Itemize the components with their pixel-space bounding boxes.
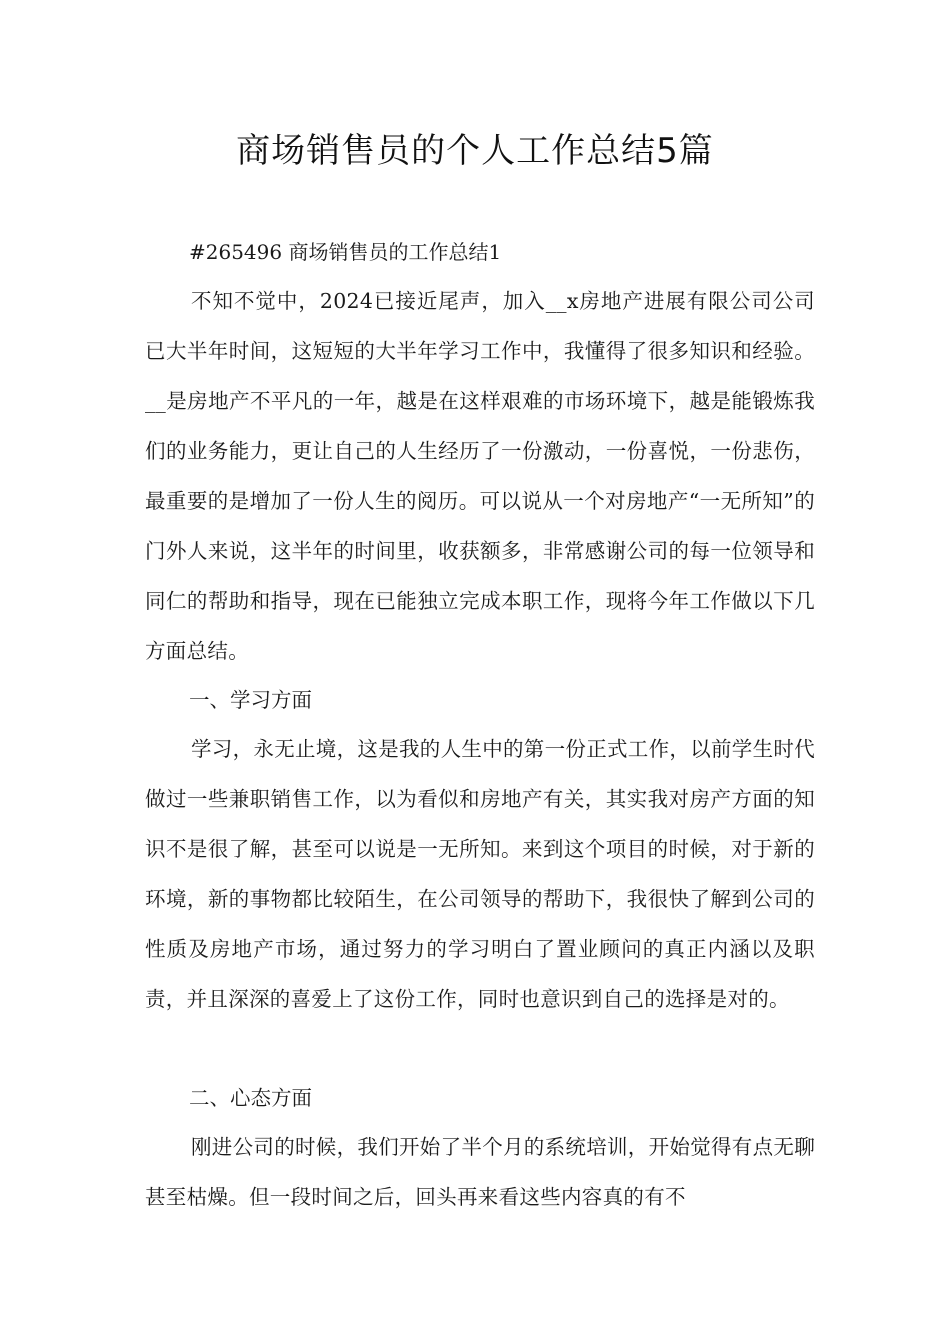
subheading-mindset: 二、心态方面 [189,1086,312,1110]
paragraph-2: 学习，永无止境，这是我的人生中的第一份正式工作，以前学生时代做过一些兼职销售工作，以为看似和房地产有关，其实我对房产方面的知识不是很了解，甚至可以说是一无所知。来到这个项目的时候，对于新的环境，新的事物都比较陌生，在公司领导的帮助下，我很快了解到公司的性质及房地产市场，通过努力的学习明白了置业顾问的真正内涵以及职责，并且深深的喜爱上了这份工作，同时也意识到自己的选择是对的。 [145,737,815,1011]
document-title: 商场销售员的个人工作总结5篇 [236,131,714,171]
paragraph-1: 不知不觉中，2024已接近尾声，加入__x房地产进展有限公司公司已大半年时间，这短短的大半年学习工作中，我懂得了很多知识和经验。__是房地产不平凡的一年，越是在这样艰难的市场环境下，越是能锻炼我们的业务能力，更让自己的人生经历了一份激动，一份喜悦，一份悲伤，最重要的是增加了一份人生的阅历。可以说从一个对房地产“一无所知”的门外人来说，这半年的时间里，收获额多，非常感谢公司的每一位领导和同仁的帮助和指导，现在已能独立完成本职工作，现将今年工作做以下几方面总结。 [145,289,815,663]
subheading-study: 一、学习方面 [189,688,312,712]
section-heading: #265496 商场销售员的工作总结1 [189,240,502,264]
paragraph-3: 刚进公司的时候，我们开始了半个月的系统培训，开始觉得有点无聊甚至枯燥。但一段时间之后，回头再来看这些内容真的有不 [145,1135,815,1209]
